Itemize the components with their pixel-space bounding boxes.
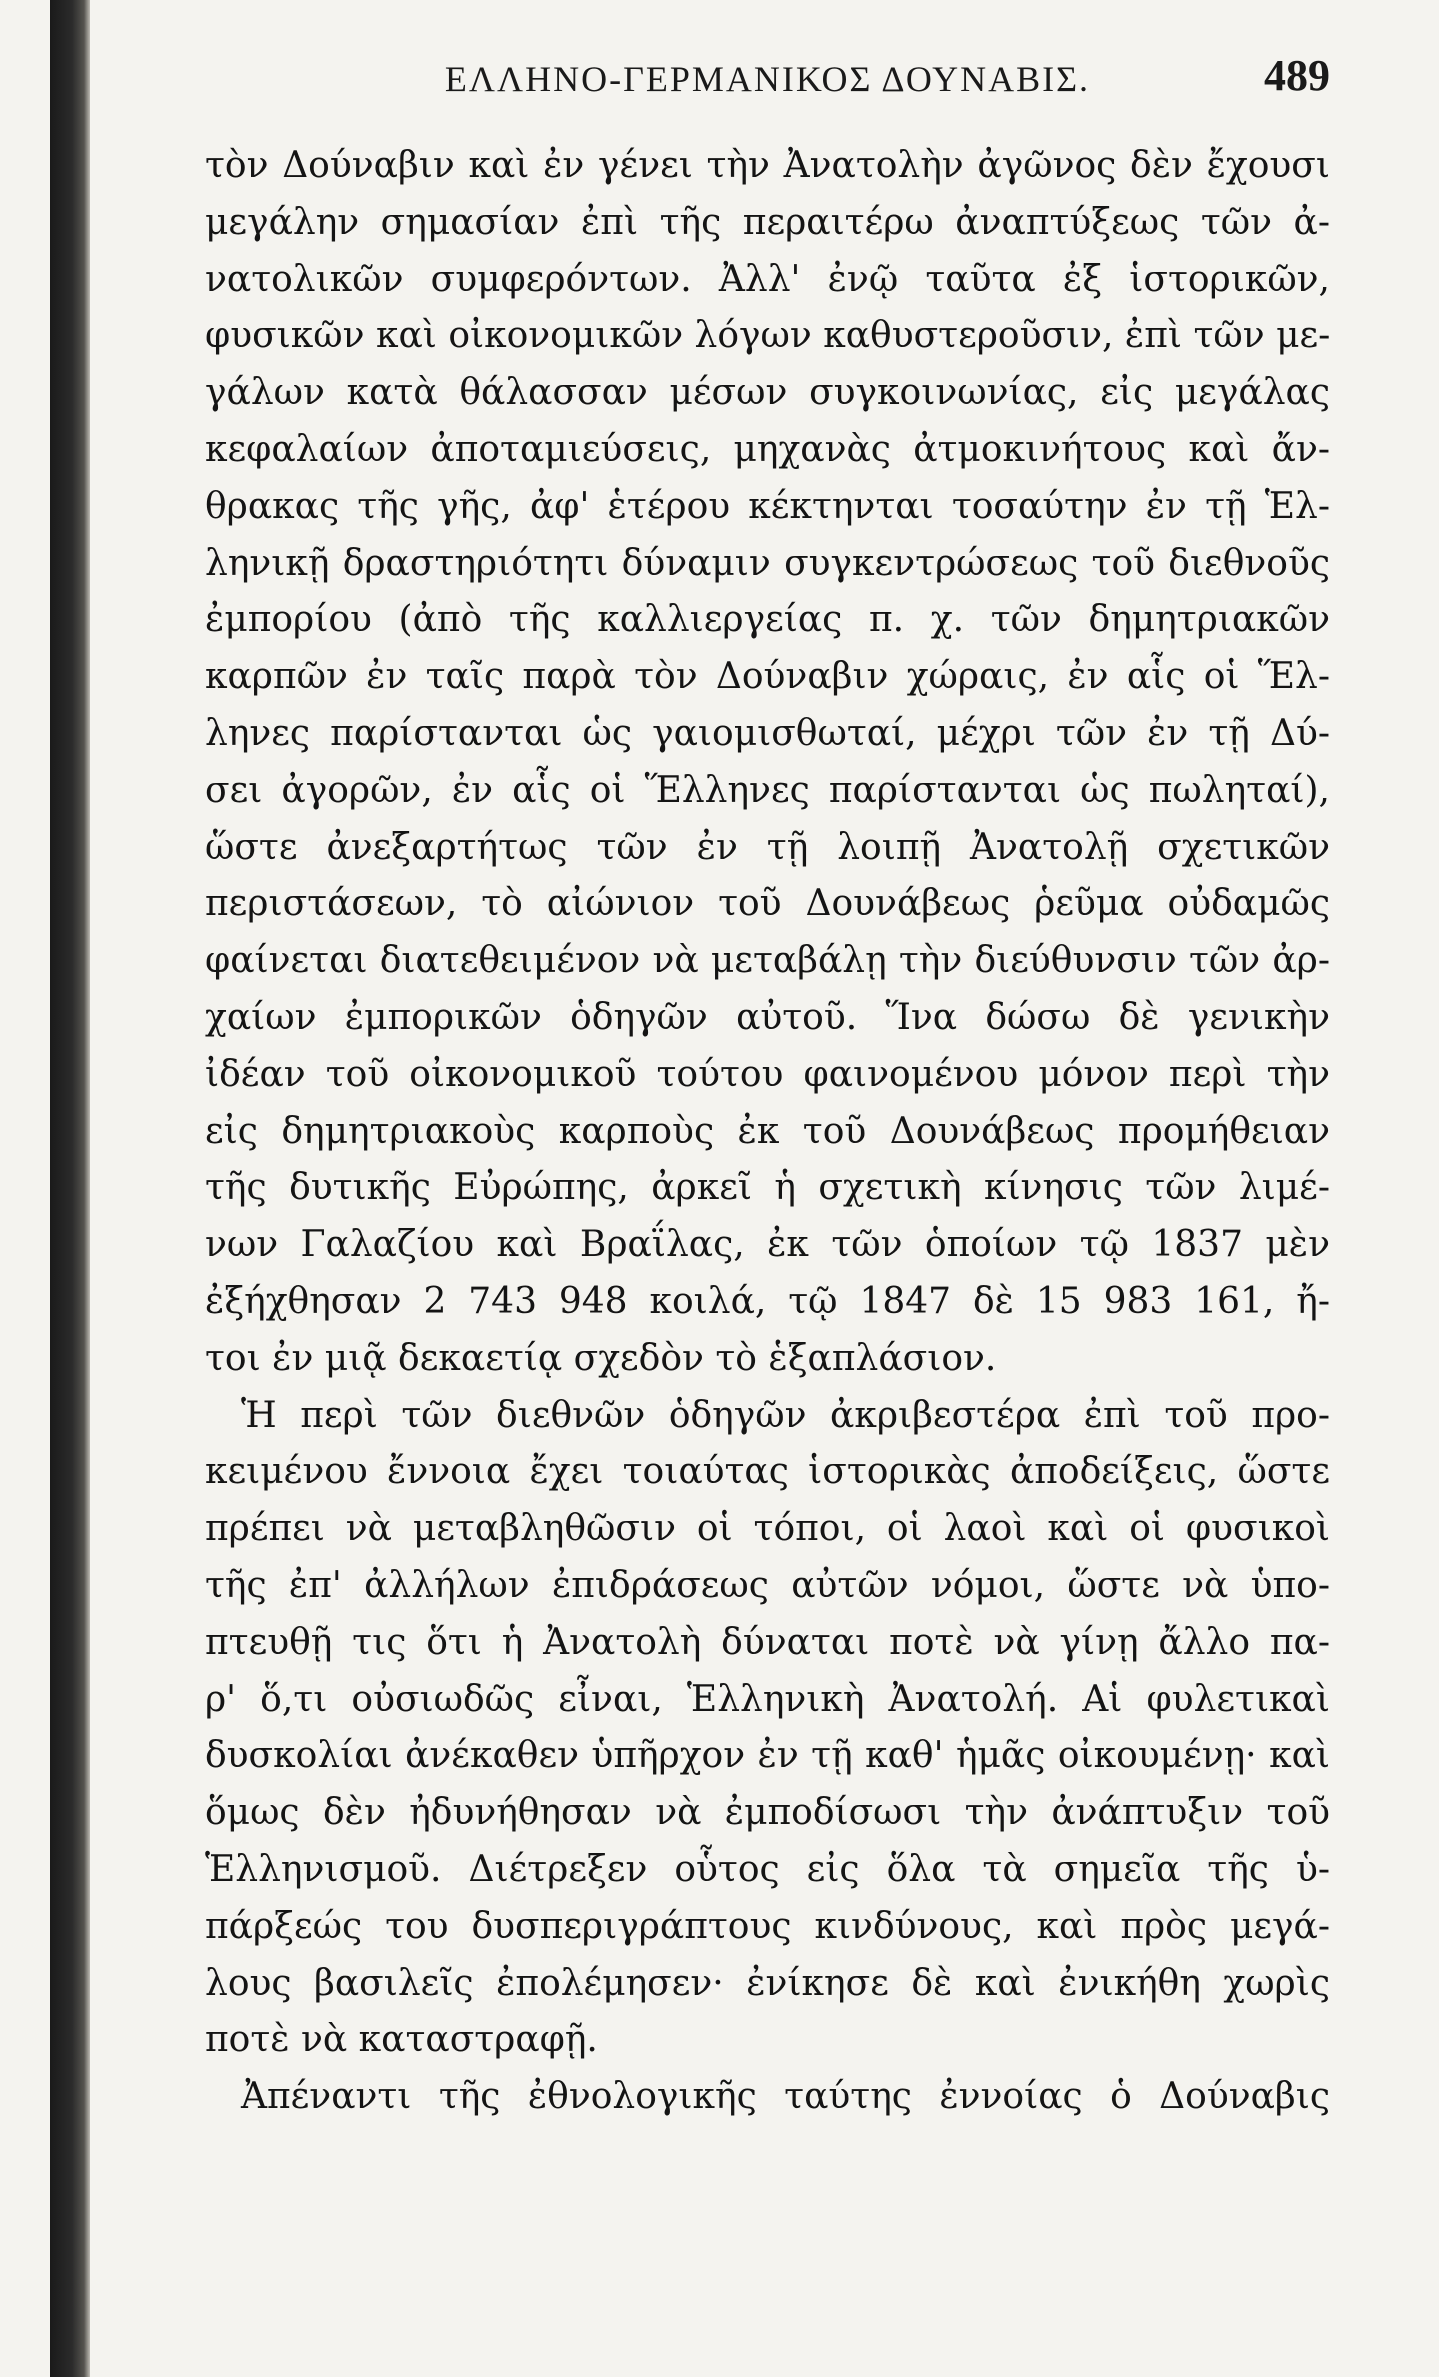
page-header <box>205 40 1330 110</box>
text-line: σει ἀγορῶν, ἐν αἷς οἱ Ἕλληνες παρίστανται ὡς πωληταί), <box>205 769 1330 811</box>
text-line: εἰς δημητριακοὺς καρποὺς ἐκ τοῦ Δουνάβεως προμήθειαν <box>205 1110 1330 1152</box>
text-line-paragraph-start: Ἡ περὶ τῶν διεθνῶν ὁδηγῶν ἀκριβεστέρα ἐπὶ τοῦ προ- <box>241 1394 1330 1436</box>
text-line: κεφαλαίων ἀποταμιεύσεις, μηχανὰς ἀτμοκινήτους καὶ ἄν- <box>205 428 1330 470</box>
text-line: πρέπει νὰ μεταβληθῶσιν οἱ τόποι, οἱ λαοὶ καὶ οἱ φυσικοὶ <box>205 1508 1330 1550</box>
text-line: νων Γαλαζίου καὶ Βραΐλας, ἐκ τῶν ὁποίων τῷ 1837 μὲν <box>205 1224 1330 1266</box>
text-line: νατολικῶν συμφερόντων. Ἀλλ' ἐνῷ ταῦτα ἐξ ἱστορικῶν, <box>205 258 1330 300</box>
text-line: μεγάλην σημασίαν ἐπὶ τῆς περαιτέρω ἀναπτύξεως τῶν ἀ- <box>205 201 1330 243</box>
text-line: πάρξεώς του δυσπεριγράπτους κινδύνους, καὶ πρὸς μεγά- <box>205 1905 1330 1947</box>
text-line-paragraph-start: Ἀπέναντι τῆς ἐθνολογικῆς ταύτης ἐννοίας ὁ Δούναβις <box>241 2076 1330 2118</box>
text-line: ἰδέαν τοῦ οἰκονομικοῦ τούτου φαινομένου μόνον περὶ τὴν <box>205 1053 1330 1095</box>
text-line: τῆς δυτικῆς Εὐρώπης, ἀρκεῖ ἡ σχετικὴ κίνησις τῶν λιμέ- <box>205 1167 1330 1209</box>
body-text <box>205 138 1330 2126</box>
text-line: ληνες παρίστανται ὡς γαιομισθωταί, μέχρι τῶν ἐν τῇ Δύ- <box>205 712 1330 754</box>
text-line: καρπῶν ἐν ταῖς παρὰ τὸν Δούναβιν χώραις, ἐν αἷς οἱ Ἕλ- <box>205 656 1330 698</box>
text-line: φαίνεται διατεθειμένον νὰ μεταβάλῃ τὴν διεύθυνσιν τῶν ἀρ- <box>205 940 1330 982</box>
text-line: ἐξήχθησαν 2 743 948 κοιλά, τῷ 1847 δὲ 15 983 161, ἤ- <box>205 1280 1330 1322</box>
text-line: πτευθῇ τις ὅτι ἡ Ἀνατολὴ δύναται ποτὲ νὰ γίνῃ ἄλλο πα- <box>205 1621 1330 1663</box>
text-line: Ἑλληνισμοῦ. Διέτρεξεν οὗτος εἰς ὅλα τὰ σημεῖα τῆς ὑ- <box>205 1848 1330 1890</box>
text-line: χαίων ἐμπορικῶν ὁδηγῶν αὐτοῦ. Ἵνα δώσω δὲ γενικὴν <box>205 996 1330 1038</box>
page-number: 489 <box>1264 51 1330 100</box>
text-line: κειμένου ἔννοια ἔχει τοιαύτας ἱστορικὰς ἀποδείξεις, ὥστε <box>205 1451 1330 1493</box>
text-line: περιστάσεων, τὸ αἰώνιον τοῦ Δουνάβεως ῥεῦμα οὐδαμῶς <box>205 883 1330 925</box>
text-line: γάλων κατὰ θάλασσαν μέσων συγκοινωνίας, εἰς μεγάλας <box>205 372 1330 414</box>
text-line: τῆς ἐπ' ἀλλήλων ἐπιδράσεως αὐτῶν νόμοι, ὥστε νὰ ὑπο- <box>205 1564 1330 1606</box>
text-line: τὸν Δούναβιν καὶ ἐν γένει τὴν Ἀνατολὴν ἀγῶνος δὲν ἔχουσι <box>205 145 1330 186</box>
text-line: φυσικῶν καὶ οἰκονομικῶν λόγων καθυστεροῦσιν, ἐπὶ τῶν με- <box>205 315 1330 357</box>
book-page <box>205 40 1330 2340</box>
text-line: ρ' ὅ,τι οὐσιωδῶς εἶναι, Ἑλληνικὴ Ἀνατολή. Αἱ φυλετικαὶ <box>205 1678 1330 1720</box>
text-line: θρακας τῆς γῆς, ἀφ' ἑτέρου κέκτηνται τοσαύτην ἐν τῇ Ἑλ- <box>205 485 1330 527</box>
text-line-paragraph-end: τοι ἐν μιᾷ δεκαετίᾳ σχεδὸν τὸ ἑξαπλάσιον. <box>205 1337 997 1379</box>
text-line: ἐμπορίου (ἀπὸ τῆς καλλιεργείας π. χ. τῶν δημητριακῶν <box>205 599 1330 641</box>
text-line-paragraph-end: ποτὲ νὰ καταστραφῇ. <box>205 2019 598 2061</box>
text-line: ὥστε ἀνεξαρτήτως τῶν ἐν τῇ λοιπῇ Ἀνατολῇ σχετικῶν <box>205 826 1330 868</box>
text-line: δυσκολίαι ἀνέκαθεν ὑπῆρχον ἐν τῇ καθ' ἡμᾶς οἰκουμένῃ· καὶ <box>205 1735 1330 1777</box>
book-binding-shadow <box>50 0 90 2377</box>
running-title: ΕΛΛΗΝΟ-ΓΕΡΜΑΝΙΚΟΣ ΔΟΥΝΑΒΙΣ. <box>444 59 1091 99</box>
text-line: ὅμως δὲν ἠδυνήθησαν νὰ ἐμποδίσωσι τὴν ἀνάπτυξιν τοῦ <box>205 1792 1330 1834</box>
text-line: λους βασιλεῖς ἐπολέμησεν· ἐνίκησε δὲ καὶ ἐνικήθη χωρὶς <box>205 1962 1330 2004</box>
text-line: ληνικῇ δραστηριότητι δύναμιν συγκεντρώσεως τοῦ διεθνοῦς <box>205 542 1330 584</box>
